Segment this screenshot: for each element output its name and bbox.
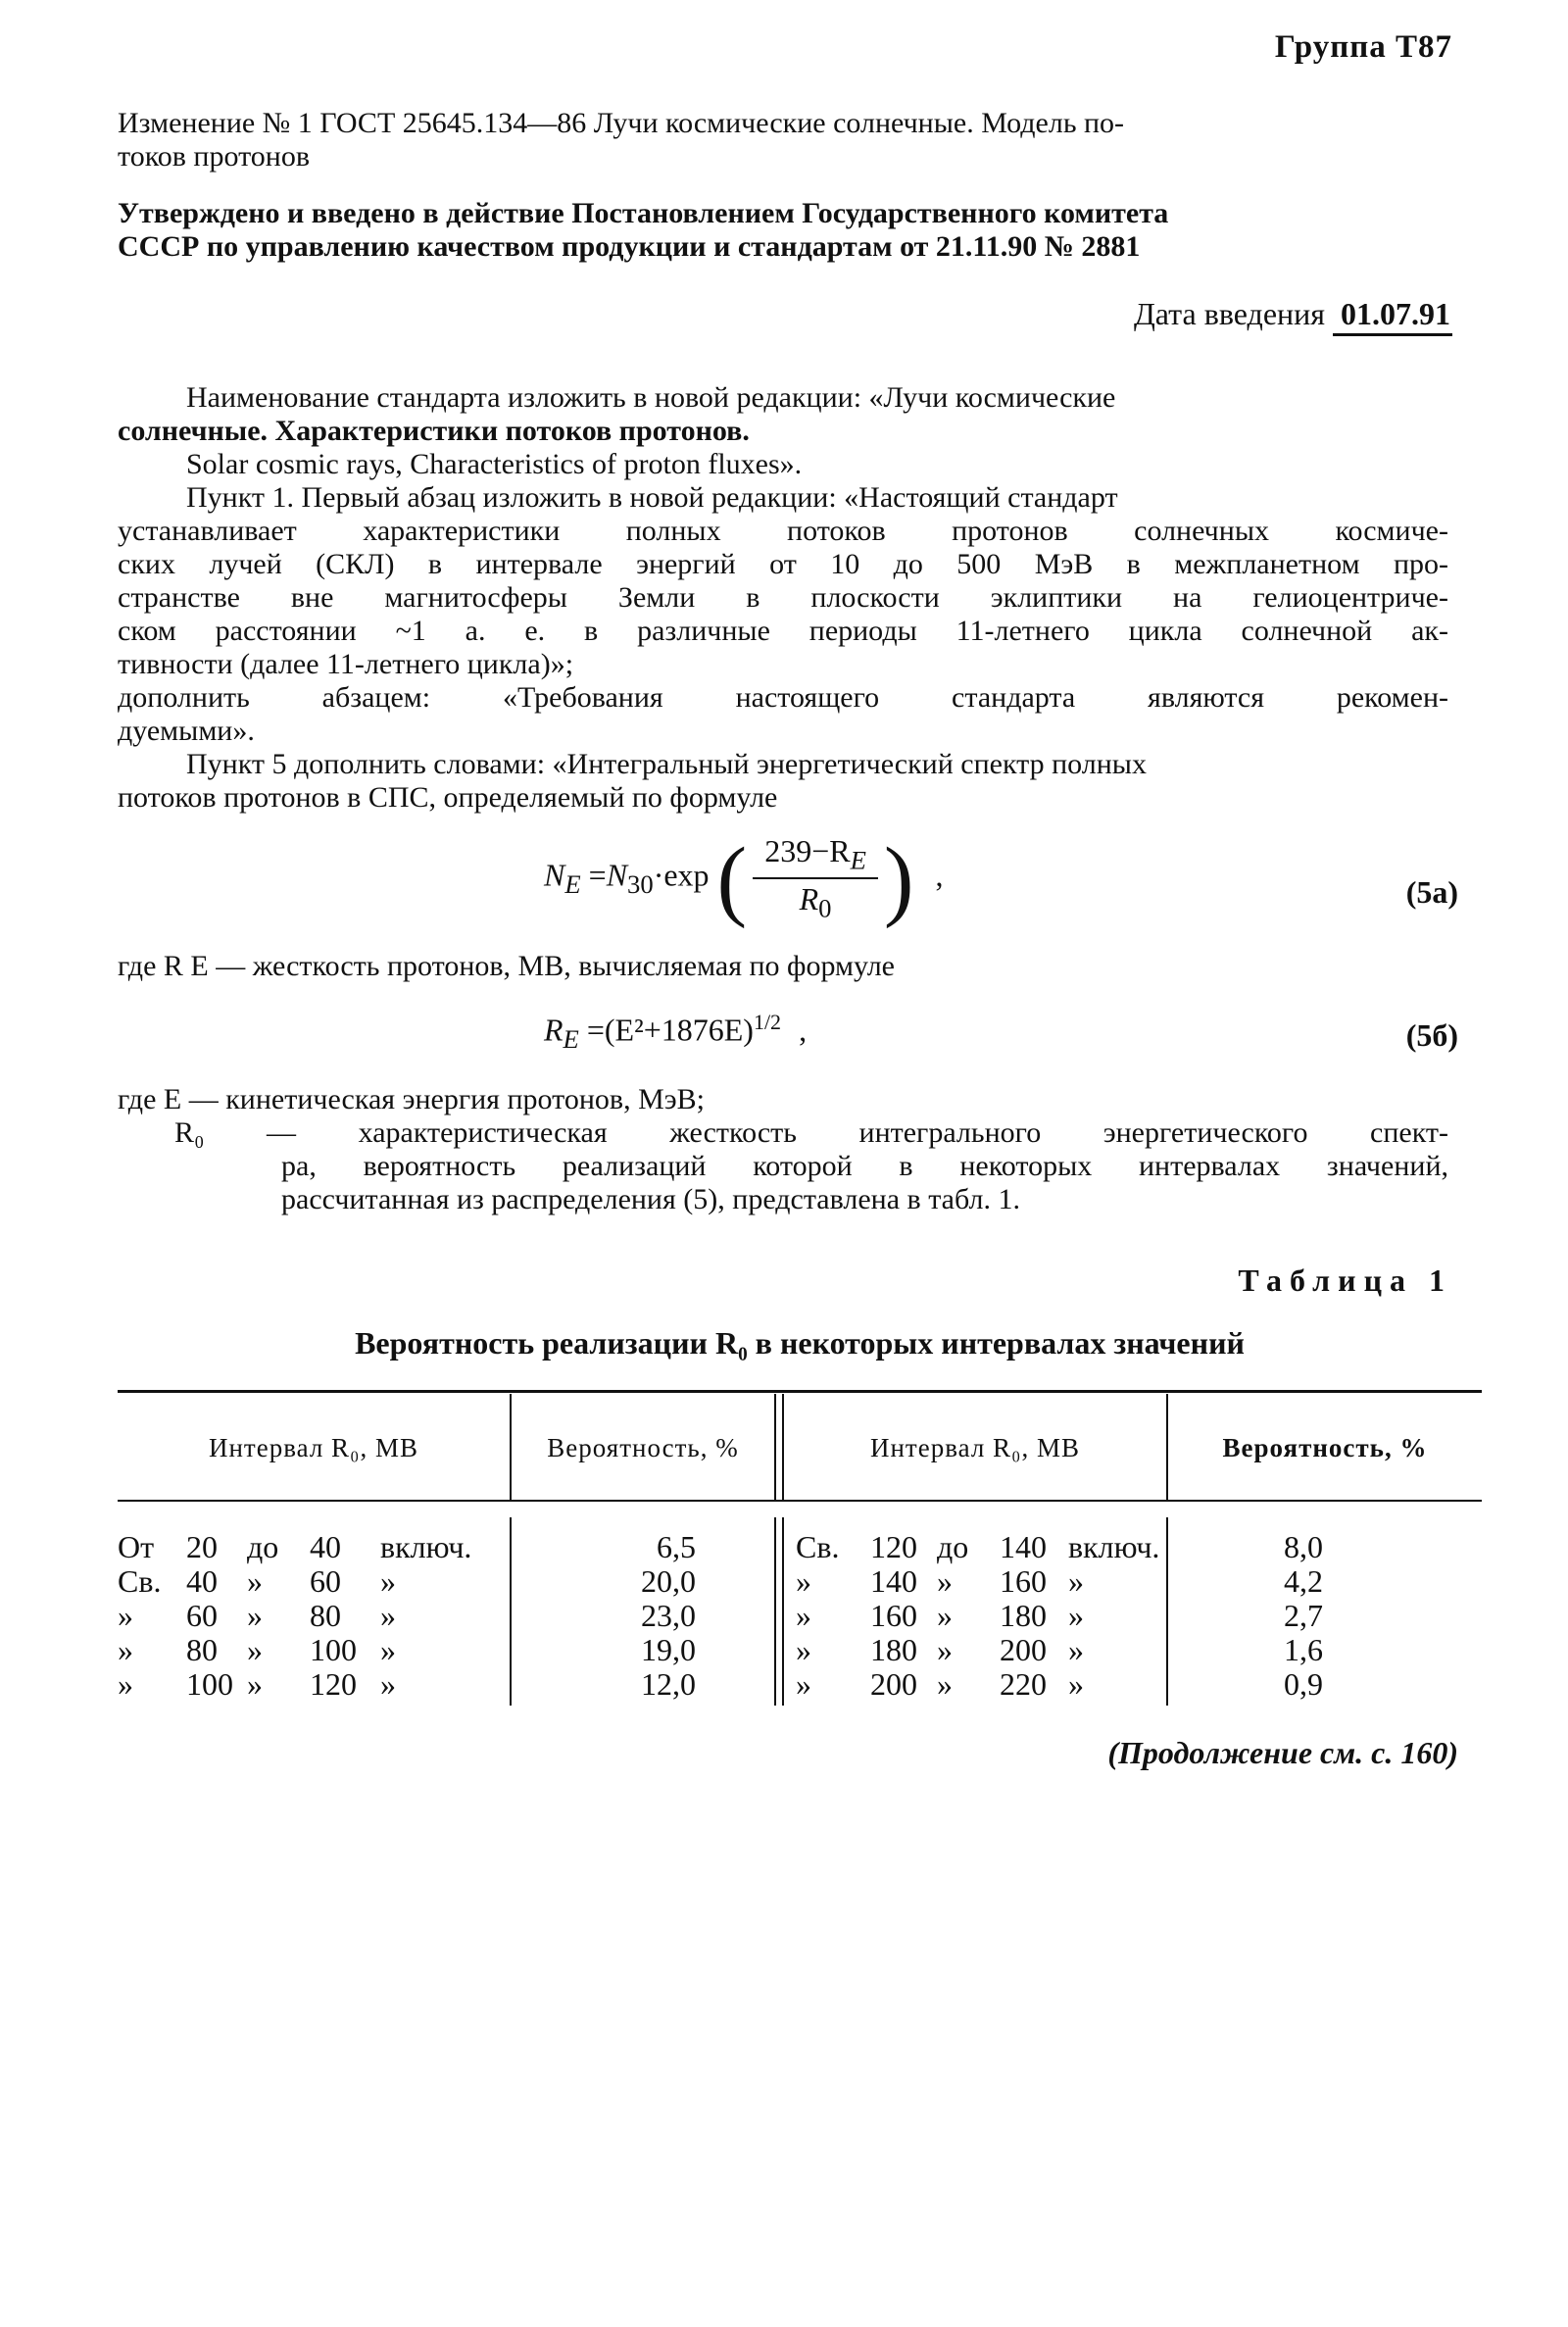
table-header-probability-left: Вероятность, % <box>547 1433 739 1462</box>
table-cell-prefix: » <box>796 1563 811 1599</box>
table-header-interval-right: Интервал R₀, МВ <box>869 1433 1080 1462</box>
table-cell-from: 160 <box>870 1598 917 1633</box>
formula-5a-numerator <box>753 833 878 879</box>
table-cell-to_word: » <box>247 1563 263 1599</box>
table-cell-from: 100 <box>186 1666 233 1702</box>
table-cell-prob: 20,0 <box>641 1563 696 1599</box>
formula-5a-numerator-sub: E <box>850 845 866 875</box>
table-cell-prefix: » <box>118 1666 133 1702</box>
paragraph-2-line4: странстве вне магнитосферы Земли в плоскости эклиптики на гелиоцентриче- <box>118 581 1448 614</box>
paragraph-2-line6: тивности (далее 11-летнего цикла)»; <box>118 648 574 680</box>
formula-5a-denominator-text: R <box>799 881 819 917</box>
table-separator <box>774 1517 776 1706</box>
formula-5a-lhs-sub: E <box>564 869 581 900</box>
formula-5a-left-paren: ( <box>716 828 748 929</box>
r0-definition-line1: R₀ — характеристическая жесткость интегрального энергетического спект- <box>174 1116 1448 1149</box>
paragraph-1-line3: Solar cosmic rays, Characteristics of proton fluxes». <box>186 448 803 480</box>
table-cell-prefix: » <box>118 1632 133 1667</box>
approved-line1: Утверждено и введено в действие Постановлением Государственного комитета <box>118 197 1169 229</box>
formula-5a-lhs: N <box>544 857 565 893</box>
table-cell-suffix: » <box>1068 1632 1084 1667</box>
table-cell-prob: 12,0 <box>641 1666 696 1702</box>
table-cell-to: 220 <box>1000 1666 1047 1702</box>
table-cell-from: 180 <box>870 1632 917 1667</box>
paragraph-1-line1: Наименование стандарта изложить в новой редакции: «Лучи космические <box>186 381 1116 414</box>
table-cell-to: 200 <box>1000 1632 1047 1667</box>
table-cell-to: 120 <box>310 1666 357 1702</box>
table-cell-prefix: » <box>796 1598 811 1633</box>
table-cell-from: 60 <box>186 1598 218 1633</box>
table-header-probability-right: Вероятность, % <box>1222 1433 1428 1462</box>
table-cell-suffix: » <box>380 1598 396 1633</box>
formula-5a-right-paren: ) <box>883 828 914 929</box>
table-label: Таблица 1 <box>1238 1263 1452 1298</box>
table-cell-to_word: » <box>937 1666 953 1702</box>
paragraph-2-line2: устанавливает характеристики полных потоков протонов солнечных космиче- <box>118 515 1448 547</box>
formula-5a-denominator-sub: 0 <box>818 893 832 923</box>
table-header-rule <box>118 1500 1482 1502</box>
table-cell-to_word: до <box>247 1529 279 1564</box>
table-cell-to: 140 <box>1000 1529 1047 1564</box>
approved-line2: СССР по управлению качеством продукции и стандартам от 21.11.90 № 2881 <box>118 230 1141 263</box>
paragraph-3-line2: дуемыми». <box>118 715 255 747</box>
formula-5a <box>544 828 944 929</box>
table-cell-to_word: до <box>937 1529 969 1564</box>
table-cell-to: 40 <box>310 1529 341 1564</box>
formula-5a-comma: , <box>935 857 944 893</box>
table-cell-prob: 2,7 <box>1284 1598 1323 1633</box>
table-cell-to: 100 <box>310 1632 357 1667</box>
table-cell-from: 120 <box>870 1529 917 1564</box>
formula-5a-denominator <box>753 879 878 923</box>
amendment-title-line1 <box>118 106 1450 141</box>
table-cell-to_word: » <box>247 1632 263 1667</box>
formula-5a-label: (5а) <box>1405 874 1458 910</box>
table-cell-prob: 4,2 <box>1284 1563 1323 1599</box>
formula-5a-eq: = <box>588 857 607 893</box>
r0-definition-line2: ра, вероятность реализаций которой в некоторых интервалах значений, <box>281 1150 1448 1182</box>
table-cell-prob: 6,5 <box>657 1529 696 1564</box>
where-re-line: где R E — жесткость протонов, МВ, вычисляемая по формуле <box>118 950 895 982</box>
table-cell-to_word: » <box>247 1666 263 1702</box>
table-top-rule <box>118 1390 1482 1393</box>
paragraph-4-line1: Пункт 5 дополнить словами: «Интегральный энергетический спектр полных <box>186 748 1147 780</box>
table-cell-from: 80 <box>186 1632 218 1667</box>
table-cell-suffix: » <box>380 1666 396 1702</box>
table-cell-to: 180 <box>1000 1598 1047 1633</box>
table-cell-to: 160 <box>1000 1563 1047 1599</box>
table-cell-suffix: » <box>1068 1563 1084 1599</box>
formula-5a-n: N <box>606 857 628 893</box>
formula-5b-lhs-sub: E <box>563 1024 579 1055</box>
table-cell-prob: 0,9 <box>1284 1666 1323 1702</box>
table-cell-to: 60 <box>310 1563 341 1599</box>
where-e-line: где E — кинетическая энергия протонов, МэВ; <box>118 1083 705 1115</box>
table-cell-prob: 8,0 <box>1284 1529 1323 1564</box>
paragraph-4-line2: потоков протонов в СПС, определяемый по формуле <box>118 781 778 814</box>
table-cell-suffix: » <box>1068 1598 1084 1633</box>
table-separator <box>510 1517 512 1706</box>
r0-definition-line3: рассчитанная из распределения (5), представлена в табл. 1. <box>281 1183 1020 1215</box>
formula-5b-label: (5б) <box>1405 1017 1458 1053</box>
table-cell-from: 200 <box>870 1666 917 1702</box>
table-cell-to_word: » <box>247 1598 263 1633</box>
table-cell-prob: 1,6 <box>1284 1632 1323 1667</box>
formula-5b-lhs: R <box>544 1012 564 1048</box>
table-cell-suffix: » <box>1068 1666 1084 1702</box>
paragraph-2-line1: Пункт 1. Первый абзац изложить в новой редакции: «Настоящий стандарт <box>186 481 1118 514</box>
formula-5b-comma: , <box>799 1012 808 1048</box>
table-cell-prefix: » <box>118 1598 133 1633</box>
formula-5b-power: 1/2 <box>753 1010 782 1034</box>
amendment-title-line2: токов протонов <box>118 140 311 173</box>
table-cell-prefix: » <box>796 1666 811 1702</box>
effective-date <box>1134 296 1452 331</box>
table-header-interval-left: Интервал R₀, МВ <box>208 1433 418 1462</box>
formula-5b-rhs: =(E²+1876E) <box>586 1012 754 1048</box>
table-cell-to: 80 <box>310 1598 341 1633</box>
table-separator <box>782 1517 784 1706</box>
formula-5a-fraction <box>753 833 878 924</box>
table-separator <box>1166 1517 1168 1706</box>
date-label: Дата введения <box>1133 296 1325 331</box>
formula-5a-exp: ·exp <box>653 857 710 893</box>
table-cell-suffix: включ. <box>1068 1529 1160 1564</box>
paragraph-3-line1: дополнить абзацем: «Требования настоящего стандарта являются рекомен- <box>118 681 1448 714</box>
paragraph-2-line3: ских лучей (СКЛ) в интервале энергий от 10 до 500 МэВ в межпланетном про- <box>118 548 1448 580</box>
table-cell-to_word: » <box>937 1632 953 1667</box>
formula-5a-n-sub: 30 <box>627 869 654 900</box>
table-cell-to_word: » <box>937 1563 953 1599</box>
table-cell-from: 140 <box>870 1563 917 1599</box>
table-caption: Вероятность реализации R₀ в некоторых интервалах значений <box>355 1325 1245 1361</box>
table-cell-prob: 19,0 <box>641 1632 696 1667</box>
table-cell-prefix: Св. <box>118 1563 162 1599</box>
table-separator <box>774 1394 776 1500</box>
table-cell-suffix: включ. <box>380 1529 472 1564</box>
table-cell-suffix: » <box>380 1563 396 1599</box>
group-label: Группа Т87 <box>1274 29 1452 65</box>
table-cell-prefix: Св. <box>796 1529 840 1564</box>
paragraph-2-line5: ском расстоянии ~1 а. е. в различные периоды 11-летнего цикла солнечной ак- <box>118 615 1448 647</box>
amendment-text-1: Изменение № 1 ГОСТ 25645.134—86 Лучи космические солнечные. Модель по- <box>118 107 1125 139</box>
table-cell-prefix: » <box>796 1632 811 1667</box>
table-cell-prob: 23,0 <box>641 1598 696 1633</box>
formula-5b <box>544 1010 807 1055</box>
paragraph-1-line2: солнечные. Характеристики потоков протонов. <box>118 415 750 447</box>
table-cell-suffix: » <box>380 1632 396 1667</box>
table-cell-from: 40 <box>186 1563 218 1599</box>
formula-5a-numerator-text: 239−R <box>764 833 851 868</box>
table-cell-prefix: От <box>118 1529 155 1564</box>
table-cell-to_word: » <box>937 1598 953 1633</box>
table-cell-from: 20 <box>186 1529 218 1564</box>
date-value: 01.07.91 <box>1333 296 1452 336</box>
continuation-note: (Продолжение см. с. 160) <box>1107 1735 1458 1770</box>
